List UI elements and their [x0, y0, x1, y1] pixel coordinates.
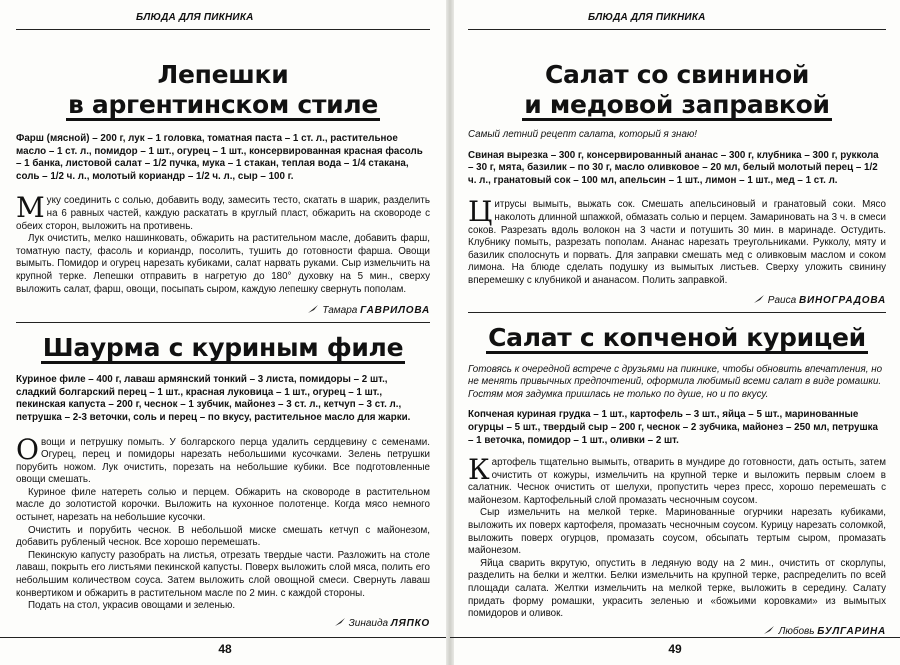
paragraph: Лук очистить, мелко нашинковать, обжарить на растительном масле, добавить фарш, томатную пасту, фасоль и кориандр, посолить, тушить до готовности фарша. Овощи вымыть. Помидор и огурец нарезать кубиками, салат нарвать руками. Сыр измельчить на крупной терке. Лепешки отправить в нагретую до 180° духовку на 5 мин., сверху выложить салат, фарш, овощи, посыпать сыром, каждую лепешку свернуть пополам. [16, 233, 430, 295]
divider [468, 312, 886, 313]
drop-cap: О [16, 432, 39, 466]
divider [16, 322, 430, 323]
ingredients: Свиная вырезка – 300 г, консервированный ананас – 300 г, клубника – 300 г, руккола – 30 г, мята, базилик – по 30 г, масло оливковое – 20 мл, белый молотый перец – 1/2 ч. л., гранатовый сок – 100 мл, апельсин – 1 шт., лимон – 1 шт., мед – 1 ст. л. [468, 149, 879, 186]
paragraph: Куриное филе натереть солью и перцем. Обжарить на сковороде в растительном масле до золотистой корочки. Выложить на кухонное полотенце. Когда мясо немного остынет, нарезать на небольшие кусочки. [16, 486, 430, 524]
header-rule [16, 29, 430, 30]
footer-rule [450, 637, 900, 638]
footer-rule [0, 637, 450, 638]
author-first-name: Тамара [322, 305, 358, 317]
author-signature [468, 625, 886, 637]
ingredients: Фарш (мясной) – 200 г, лук – 1 головка, томатная паста – 1 ст. л., растительное масло – 1 ст. л., помидор – 1 шт., огурец – 1 шт., консервированная красная фасоль – 1 банка, листовой салат – 1/2 пучка, мука – 1 стакан, теплая вода – 1/4 стакана, соль – 1/2 ч. л., молотый кориандр – 1/2 ч. л., сыр – 100 г. [16, 133, 423, 182]
page-number: 49 [668, 642, 682, 656]
instructions [16, 432, 430, 613]
quill-icon [334, 617, 346, 627]
paragraph: итрусы вымыть, выжать сок. Смешать апельсиновый и гранатовый соки. Мясо наколоть длинной шпажкой, обмазать солью и перцем. Замариновать на 3 ч. в смеси соков. Разрезать вдоль волокон на 3 части и потушить 30 мин. в маринаде. Остудить. Клубнику помыть, разрезать пополам. Ананас нарезать треугольниками. Рукколу, мяту и базилик сполоснуть и порвать. Для заправки смешать мед с оливковым маслом и соком лимона. На блюде сделать подушку из вымытых листьев. Сверху уложить свинину вперемешку с клубникой и ананасом. Полить заправкой. [468, 199, 886, 286]
paragraph: артофель тщательно вымыть, отварить в мундире до готовности, дать остыть, затем очистить от кожуры, измельчить на крупной терке и выложить первым слоем в салатник. Чеснок очистить от шелухи, пропустить через пресс, хорошо перемешать с майонезом. Картофельный слой промазать чесночным соусом. [468, 457, 886, 506]
ingredients: Копченая куриная грудка – 1 шт., картофель – 3 шт., яйца – 5 шт., маринованные огурцы – 5 шт., твердый сыр – 200 г, чеснок – 2 зубчика, майонез – 250 мл, петрушка – 1 веточка, помидор – 1 шт., оливки – 2 шт. [468, 409, 878, 446]
paragraph: вощи и петрушку помыть. У болгарского перца удалить сердцевину с семенами. Огурец, перец и помидоры нарезать небольшими кусочками. Зелень петрушки порубить ножом. Лук очистить, порезать на небольшие кубики. Все подготовленные овощи смешать. [16, 436, 430, 486]
recipe-title [468, 323, 886, 354]
quill-icon [307, 304, 319, 314]
author-last-name: БУЛГАРИНА [817, 625, 886, 637]
title-line-2: в аргентинском стиле [67, 90, 379, 119]
title-line-1: Шаурма с куриным филе [42, 333, 404, 363]
paragraph: Сыр измельчить на мелкой терке. Маринованные огурчики нарезать кубиками, выложить их поверх картофеля, промазать чесночным соусом. Курицу нарезать соломкой, выложить поверх огурцов, промазать соусом, обсыпать тертым сыром, промазать майонезом. [468, 507, 886, 557]
recipe-intro: Самый летний рецепт салата, который я знаю! [468, 129, 697, 140]
title-line-2: и медовой заправкой [524, 90, 830, 119]
recipe-intro: Готовясь к очередной встрече с друзьями на пикнике, чтобы обновить впечатления, но не менять привычных предпочтений, оформила любимый всеми салат в виде ромашки. Гостям моя задумка пришлась не только по душе, но и по вкусу. [468, 363, 883, 400]
drop-cap: М [16, 191, 45, 225]
right-page [450, 0, 900, 665]
header-rule [468, 29, 886, 30]
author-signature [468, 294, 886, 306]
recipe-title [16, 333, 430, 364]
left-footer [0, 637, 450, 659]
right-footer [450, 637, 900, 659]
instructions [468, 195, 886, 287]
author-last-name: ВИНОГРАДОВА [798, 294, 886, 306]
title-line-1: Лепешки [157, 60, 289, 89]
recipe-title [16, 60, 430, 121]
recipe-title [468, 60, 886, 121]
author-first-name: Раиса [767, 294, 797, 306]
author-first-name: Зинаида [348, 617, 389, 629]
author-signature [16, 304, 430, 316]
drop-cap: Ц [468, 195, 493, 229]
author-last-name: ГАВРИЛОВА [360, 305, 430, 317]
author-last-name: ЛЯПКО [390, 617, 430, 629]
title-line-1: Салат со свининой [544, 60, 810, 89]
left-header [16, 0, 430, 30]
right-header [468, 0, 886, 30]
paragraph: Подать на стол, украсив овощами и зеленью. [28, 600, 236, 612]
paragraph: Очистить и порубить чеснок. В небольшой миске смешать кетчуп с майонезом, добавить рубленый чеснок. Все хорошо перемешать. [16, 524, 430, 549]
section-tag: БЛЮДА ДЛЯ ПИКНИКА [588, 12, 706, 23]
instructions [468, 453, 886, 621]
author-signature [16, 617, 430, 629]
instructions [16, 191, 430, 296]
paragraph: Пекинскую капусту разобрать на листья, отрезать твердые части. Разложить на столе лаваш, покрыть его листьями пекинской капусты. Поверх выложить слой мяса, полить его небольшим количеством соуса. Затем выложить слой овощной смеси. Свернуть лаваш конвертиком и обжарить в растительном масле по 2 мин. с каждой стороны. [16, 549, 430, 599]
paragraph: уку соединить с солью, добавить воду, замесить тесто, скатать в шарик, разделить на 6 равных частей, каждую раскатать в круглый пласт, обжарить на сковороде с обеих сторон, выложить на противень. [16, 195, 430, 232]
quill-icon [763, 625, 775, 635]
drop-cap: К [468, 453, 490, 487]
title-line-1: Салат с копченой курицей [488, 322, 866, 352]
paragraph: Яйца сварить вкрутую, опустить в ледяную воду на 2 мин., очистить от скорлупы, разделить на белки и желтки. Белки измельчить на крупной терке, распределить по всей площади салата. Желтки измельчить на мелкой терке, выложить в середину. Салату придать форму ромашки, украсить зеленью и «божьими коровками» из вымытых помидоров и оливок. [468, 557, 886, 620]
quill-icon [753, 294, 765, 304]
section-tag: БЛЮДА ДЛЯ ПИКНИКА [136, 12, 254, 23]
ingredients: Куриное филе – 400 г, лаваш армянский тонкий – 3 листа, помидоры – 2 шт., сладкий болгарский перец – 1 шт., красная луковица – 1 шт., огурец – 1 шт., пекинская капуста – 200 г, чеснок – 1 зубчик, майонез – 3 ст. л., кетчуп – 3 ст. л., петрушка – 2-3 веточки, соль и перец – по вкусу, растительное масло для жарки. [16, 374, 411, 423]
author-first-name: Любовь [778, 625, 815, 637]
page-number: 48 [218, 642, 232, 656]
